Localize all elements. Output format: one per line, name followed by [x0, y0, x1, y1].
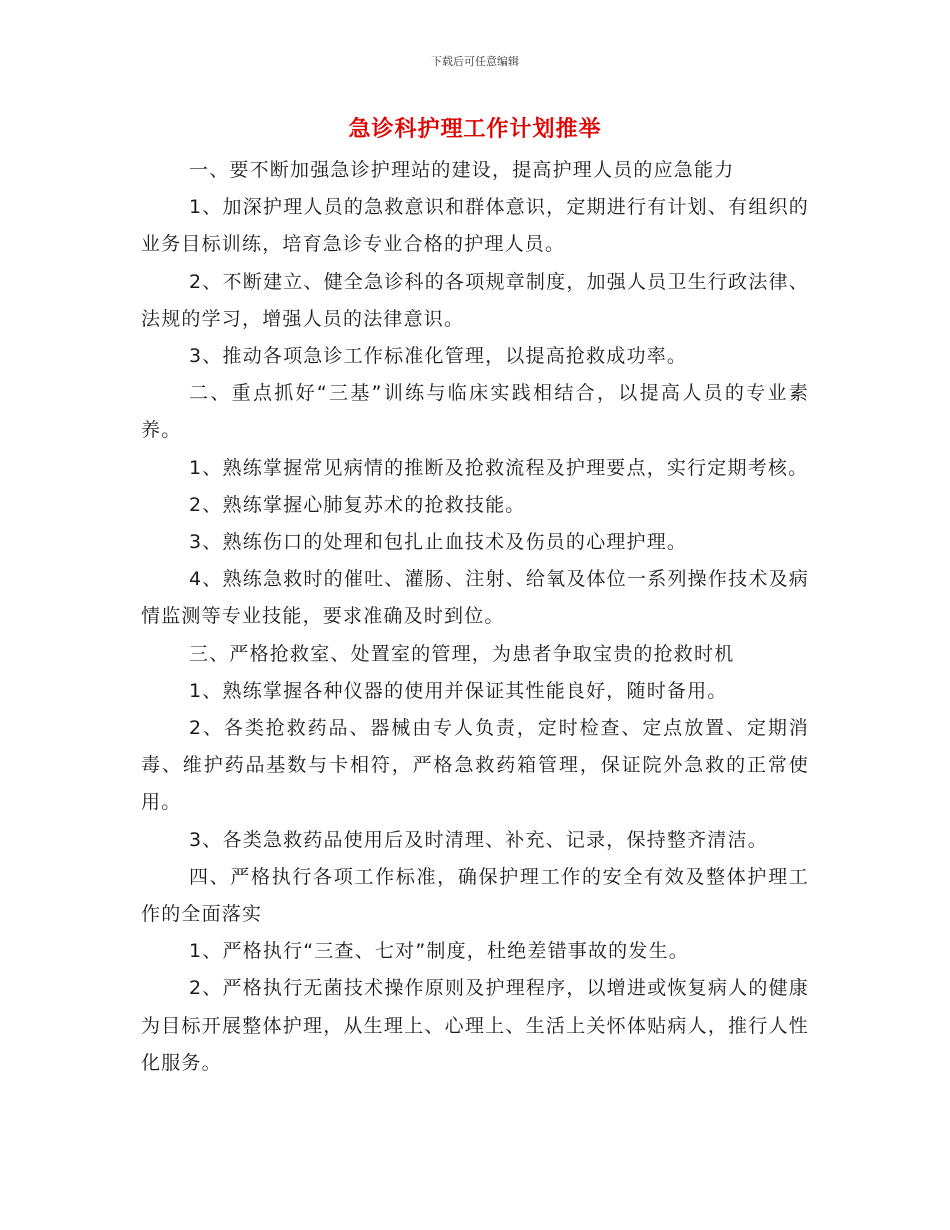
paragraph: 1、加深护理人员的急救意识和群体意识，定期进行有计划、有组织的业务目标训练，培育急诊专业合格的护理人员。: [141, 196, 809, 256]
section-heading-3: 三、严格抢救室、处置室的管理，为患者争取宝贵的抢救时机: [189, 642, 735, 665]
paragraph: 1、严格执行“三查、七对”制度，杜绝差错事故的发生。: [189, 940, 689, 963]
section-heading-1: 一、要不断加强急诊护理站的建设，提高护理人员的应急能力: [189, 159, 735, 181]
paragraph: 2、不断建立、健全急诊科的各项规章制度，加强人员卫生行政法律、法规的学习，增强人员的法律意识。: [141, 270, 809, 330]
paragraph: 1、熟练掌握各种仪器的使用并保证其性能良好，随时备用。: [189, 679, 728, 702]
paragraph: 2、各类抢救药品、器械由专人负责，定时检查、定点放置、定期消毒、维护药品基数与卡相符，严格急救药箱管理，保证院外急救的正常使用。: [141, 717, 809, 814]
page-header-note: 下载后可任意编辑: [431, 55, 519, 68]
document-title: 急诊科护理工作计划推举: [348, 117, 602, 142]
section-heading-2: 二、重点抓好“三基”训练与临床实践相结合，以提高人员的专业素养。: [141, 382, 809, 442]
paragraph: 4、熟练急救时的催吐、灌肠、注射、给氧及体位一系列操作技术及病情监测等专业技能，要求准确及时到位。: [141, 568, 809, 628]
paragraph: 2、严格执行无菌技术操作原则及护理程序，以增进或恢复病人的健康为目标开展整体护理，从生理上、心理上、生活上关怀体贴病人，推行人性化服务。: [141, 977, 809, 1074]
paragraph: 3、各类急救药品使用后及时清理、补充、记录，保持整齐清洁。: [189, 828, 768, 851]
paragraph: 2、熟练掌握心肺复苏术的抢救技能。: [189, 493, 526, 516]
paragraph: 3、推动各项急诊工作标准化管理，以提高抢救成功率。: [189, 345, 688, 368]
paragraph: 1、熟练掌握常见病情的推断及抢救流程及护理要点，实行定期考核。: [189, 456, 809, 479]
document-body: [141, 152, 809, 1082]
paragraph: 3、熟练伤口的处理和包扎止血技术及伤员的心理护理。: [189, 531, 688, 554]
section-heading-4: 四、严格执行各项工作标准，确保护理工作的安全有效及整体护理工作的全面落实: [141, 865, 809, 926]
